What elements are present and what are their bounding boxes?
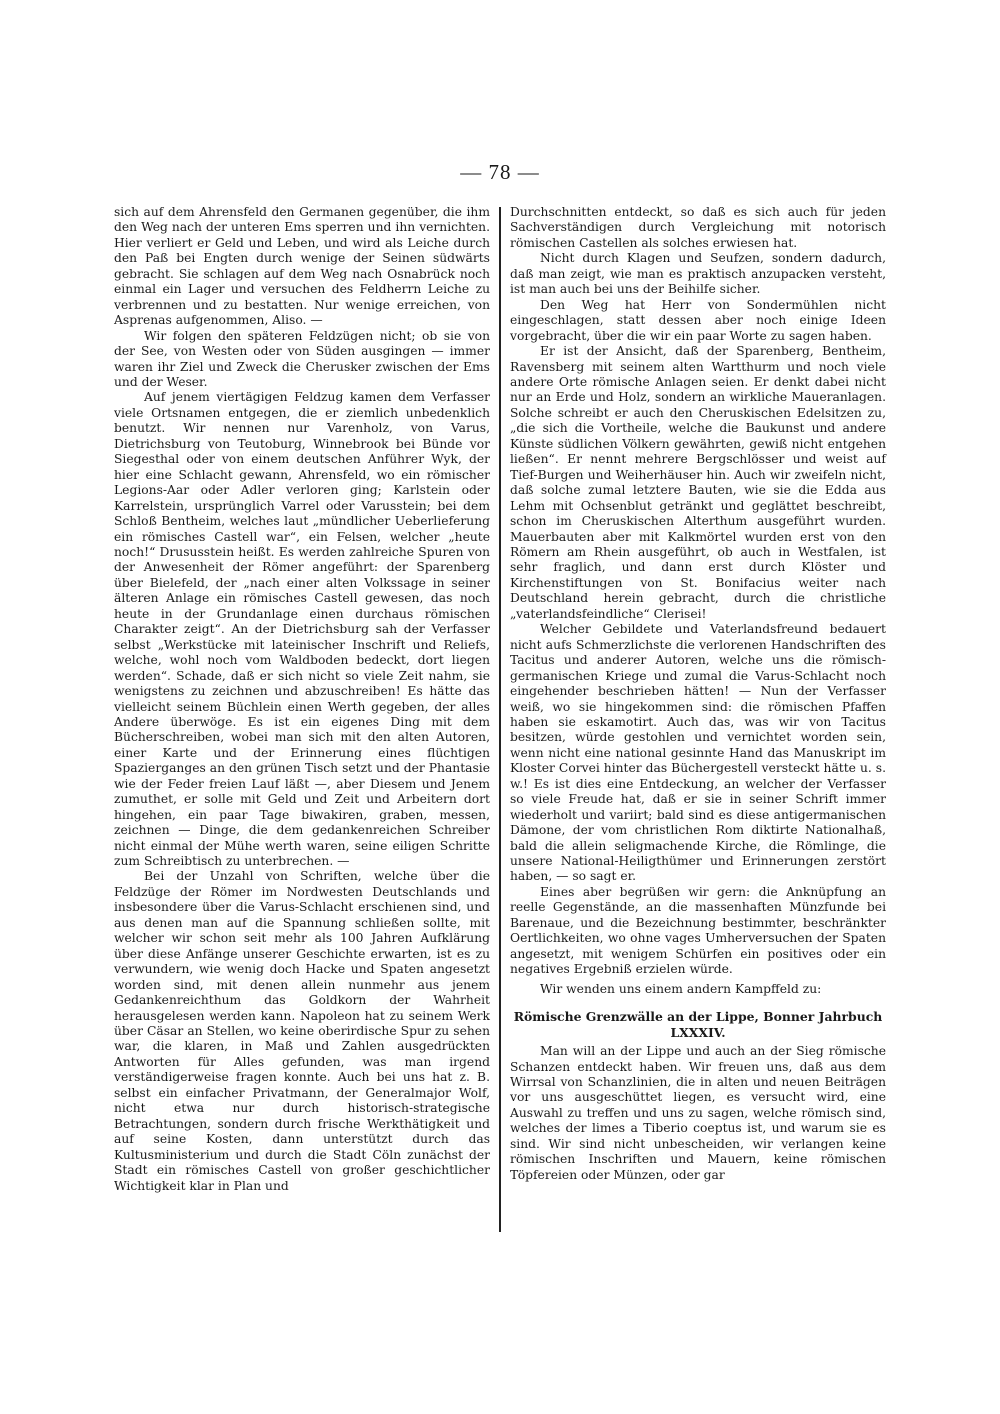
- section-heading: Römische Grenzwälle an der Lippe, Bonner Jahrbuch LXXXIV.: [513, 1009, 883, 1040]
- column-divider: [499, 207, 501, 1232]
- paragraph: Welcher Gebildete und Vaterlandsfreund bedauert nicht aufs Schmerzlichste die verlorenen Handschriften des Tacitus und anderer Autoren, welche uns die römisch-germanischen Kriege und zumal die Varus-Schlacht noch eingehender beschrieben hätten! — Nun der Verfasser weiß, wo sie hingekommen sind: die römischen Pfaffen haben sie eskamotirt. Auch das, was wir von Tacitus besitzen, würde gestohlen und vernichtet worden sein, wenn nicht eine national gesinnte Hand das Manuskript im Kloster Corvei hinter das Büchergestell versteckt hätte u. s. w.! Es ist dies eine Entdeckung, an welcher der Verfasser so viele Freude hat, daß er sie in seiner Schrift immer wiederholt und variirt; bald sind es diese antigermanischen Dämone, der vom christlichen Rom diktirte Nationalhaß, bald die allein seligmachende Kirche, die Römlinge, die unsere National-Heiligthümer und Erinnerungen zerstört haben, — so sagt er.: [510, 622, 886, 884]
- paragraph: sich auf dem Ahrensfeld den Germanen gegenüber, die ihm den Weg nach der unteren Ems sperren und ihn vernichten. Hier verliert er Geld und Leben, und wird als Leiche durch den Paß bei Engten durch wenige der Seinen südwärts gebracht. Sie schlagen auf dem Weg nach Osnabrück noch einmal ein Lager und versuchen des Feldherrn Leiche zu verbrennen und zu bestatten. Nur wenige erreichen, von Asprenas aufgenommen, Aliso. —: [114, 205, 490, 328]
- paragraph: Wir wenden uns einem andern Kampffeld zu:: [540, 981, 822, 996]
- paragraph: Eines aber begrüßen wir gern: die Anknüpfung an reelle Gegenstände, an die massenhaften Münzfunde bei Barenaue, und die Bezeichnung bestimmter, beschränkter Oertlichkeiten, wo ohne vages Umherversuchen der Spaten angesetzt, mit wenigem Schürfen ein positives oder ein negatives Ergebniß erzielen würde.: [510, 884, 886, 977]
- paragraph: Nicht durch Klagen und Seufzen, sondern dadurch, daß man zeigt, wie man es praktisch anzupacken versteht, ist man auch bei uns der Beihilfe sicher.: [510, 251, 886, 297]
- paragraph: Er ist der Ansicht, daß der Sparenberg, Bentheim, Ravensberg mit seinem alten Wartthurm und noch viele andere Orte römische Anlagen seien. Er denkt dabei nicht nur an Erde und Holz, sondern an wirkliche Maueranlagen. Solche schreibt er auch den Cheruskischen Edelsitzen zu, „die sich die Vortheile, welche die Baukunst und andere Künste südlichen Völkern gewährten, gewiß nicht entgehen ließen“. Er nennt mehrere Bergschlösser und weist auf Tief-Burgen und Weiherhäuser hin. Auch wir zweifeln nicht, daß solche zumal letztere Bauten, wie sie die Edda aus Lehm mit Ochsenblut getränkt und geglättet beschreibt, schon im Cheruskischen Alterthum ausgeführt wurden. Mauerbauten aber mit Kalkmörtel wurden erst von den Römern am Rhein ausgeführt, ob auch in Westfalen, ist sehr fraglich, und dann erst durch Klöster und Kirchenstiftungen von St. Bonifacius weiter nach Deutschland herein gebracht, durch die christliche „vaterlandsfeindliche“ Clerisei!: [510, 344, 886, 621]
- paragraph: Man will an der Lippe und auch an der Sieg römische Schanzen entdeckt haben. Wir freuen uns, daß aus dem Wirrsal von Schanzlinien, die in alten und neuen Beiträgen vor uns ausgeschüttet liegen, es versucht wird, eine Auswahl zu treffen und uns zu sagen, welche römisch sind, welches der limes a Tiberio coeptus ist, und warum sie es sind. Wir sind nicht unbescheiden, wir verlangen keine römischen Inschriften und Mauern, keine römischen Töpfereien oder Münzen, oder gar: [510, 1044, 886, 1182]
- left-column: [114, 205, 490, 1194]
- paragraph: Bei der Unzahl von Schriften, welche über die Feldzüge der Römer im Nordwesten Deutschlands und insbesondere über die Varus-Schlacht erschienen sind, und aus denen man auf die Spannung schließen sollte, mit welcher wir schon seit mehr als 100 Jahren Aufklärung über diese Anfänge unserer Geschichte erwarten, ist es zu verwundern, wie wenig doch Hacke und Spaten angesetzt worden sind, mit denen allein nunmehr aus jenem Gedankenreichthum das Goldkorn der Wahrheit herausgelesen werden kann. Napoleon hat zu seinem Werk über Cäsar an Stellen, wo keine oberirdische Spur zu sehen war, die klaren, in Maß und Zahlen ausgedrückten Antworten für Alles gefunden, was man irgend verständigerweise fragen konnte. Auch bei uns hat z. B. selbst ein einfacher Privatmann, der Generalmajor Wolf, nicht etwa nur durch historisch-strategische Betrachtungen, sondern durch frische Werkthätigkeit und auf seine Kosten, dann unterstützt durch das Kultusministerium und durch die Stadt Cöln zunächst der Stadt ein römisches Castell von großer geschichtlicher Wichtigkeit klar in Plan und: [114, 869, 490, 1193]
- paragraph: Auf jenem viertägigen Feldzug kamen dem Verfasser viele Ortsnamen entgegen, die er ziemlich unbedenklich benutzt. Wir nennen nur Varenholz, von Varus, Dietrichsburg von Teutoburg, Winnebrook bei Bünde vor Siegesthal oder von einem deutschen Anführer Wyk, der hier eine Schlacht gewann, Ahrensfeld, wo ein römischer Legions-Aar oder Adler verloren ging; Karlstein oder Karrelstein, ursprünglich Varrel oder Varusstein; bei dem Schloß Bentheim, welches laut „mündlicher Ueberlieferung ein römisches Castell war“, ein Felsen, welcher „heute noch!“ Drususstein heißt. Es werden zahlreiche Spuren von der Anwesenheit der Römer angeführt: der Sparenberg über Bielefeld, der „nach einer alten Volkssage in seiner älteren Anlage ein römisches Castell gewesen, das noch heute in der Grundanlage einen durchaus römischen Charakter zeigt“. An der Dietrichsburg sah der Verfasser selbst „Werkstücke mit lateinischer Inschrift und Reliefs, welche, wohl noch vom Waldboden bedeckt, dort liegen werden“. Schade, daß er sich nicht so viele Zeit nahm, sie wenigstens zu zeichnen und abzuschreiben! Es hätte das vielleicht seinem Büchlein einen Werth gegeben, der alles Andere überwöge. Es ist ein eigenes Ding mit dem Bücherschreiben, wobei man sich mit den alten Autoren, einer Karte und der Erinnerung eines flüchtigen Spazierganges an den grünen Tisch setzt und der Phantasie wie der Feder freien Lauf läßt —, aber Diesem und Jenem zumuthet, er solle mit Geld und Zeit und Arbeitern dort hingehen, ein paar Tage biwakiren, graben, messen, zeichnen — Dinge, die dem gedankenreichen Schreiber nicht einmal der Mühe werth waren, seine eiligen Schritte zum Schreibtisch zu unterbrechen. —: [114, 390, 490, 869]
- right-column: [510, 205, 886, 1183]
- paragraph: Wir folgen den späteren Feldzügen nicht; ob sie von der See, von Westen oder von Süden ausgingen — immer waren ihr Ziel und Zweck die Cherusker zwischen der Ems und der Weser.: [114, 328, 490, 389]
- page-number: — 78 —: [460, 160, 540, 184]
- paragraph: Durchschnitten entdeckt, so daß es sich auch für jeden Sachverständigen durch Vergleichung mit notorisch römischen Castellen als solches erwiesen hat.: [510, 205, 886, 250]
- paragraph: Den Weg hat Herr von Sondermühlen nicht eingeschlagen, statt dessen aber noch einige Ideen vorgebracht, über die wir ein paar Worte zu sagen haben.: [510, 297, 886, 343]
